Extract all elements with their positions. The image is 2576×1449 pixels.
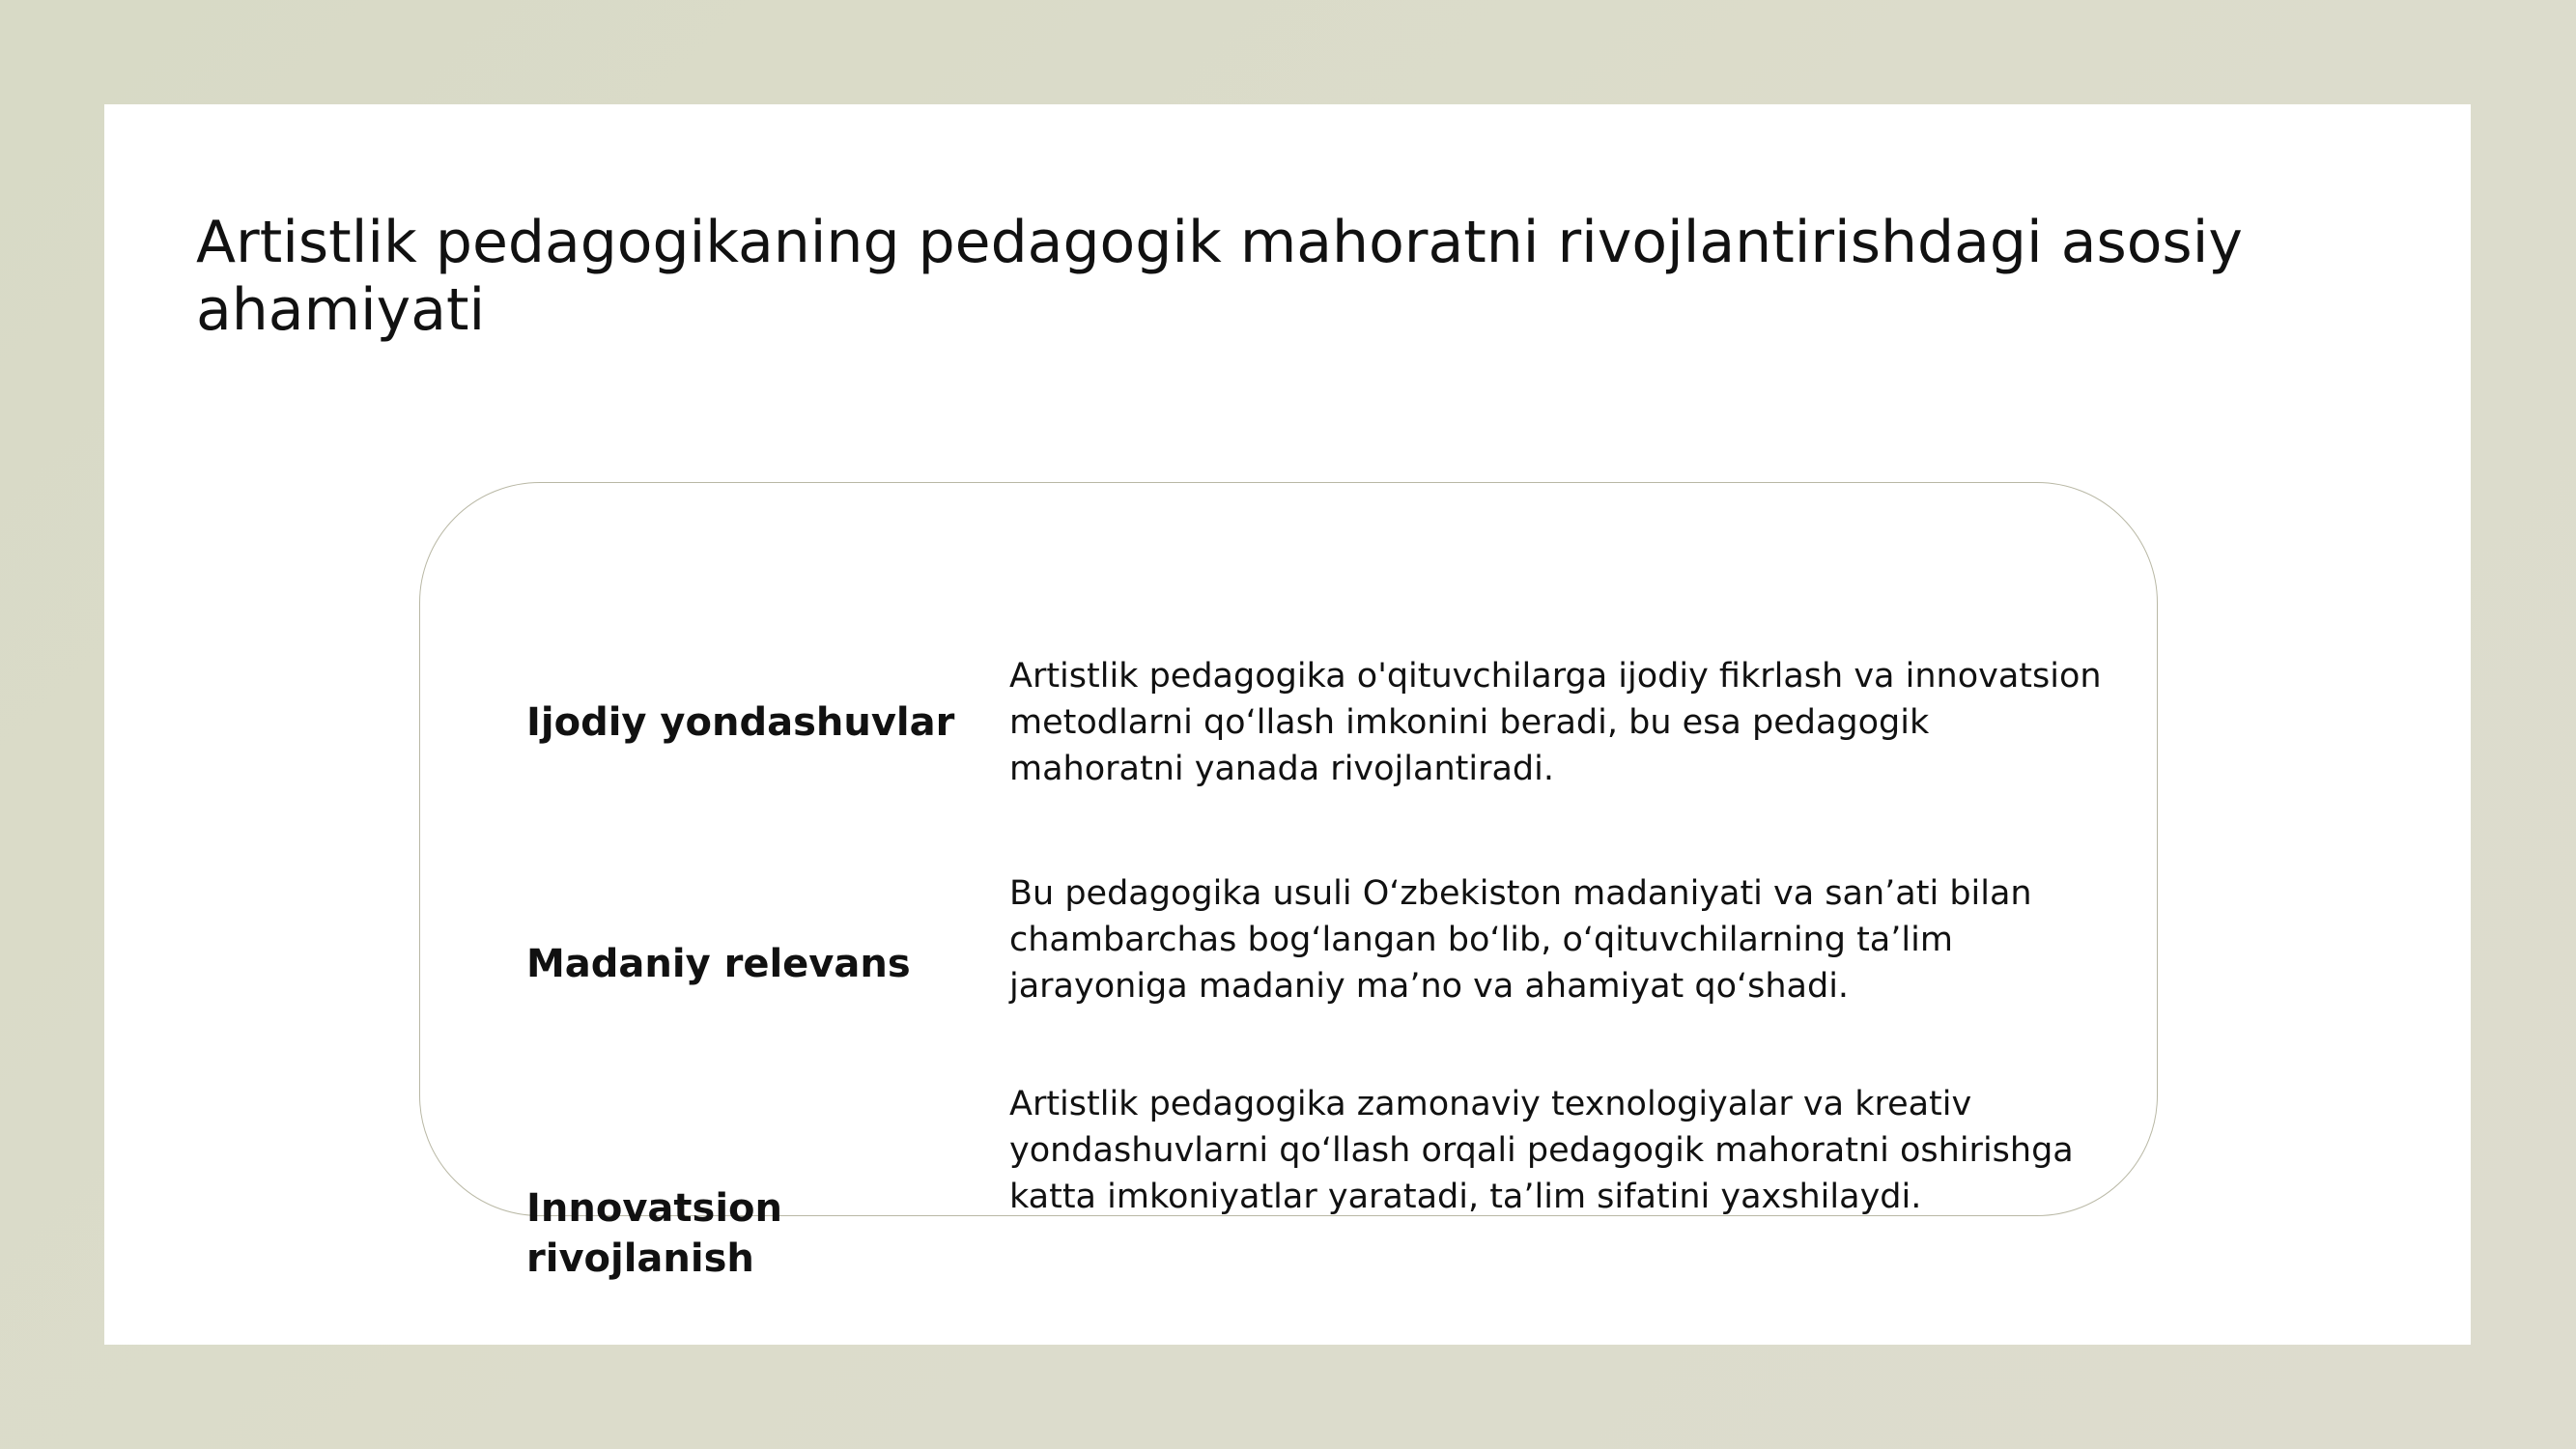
item-label-madaniy: Madaniy relevans xyxy=(526,942,911,986)
item-label-innovatsion: Innovatsion rivojlanish xyxy=(526,1186,782,1281)
content-card xyxy=(419,482,2158,1281)
item-text-innovatsion: Artistlik pedagogika zamonaviy texnologiyalar va kreativ yondashuvlarni qo‘llash orqali pedagogik mahoratni oshirishga katta imkoniyatlar yaratadi, ta’lim sifatini yaxshilaydi. xyxy=(1009,1085,2074,1216)
item-text-madaniy: Bu pedagogika usuli O‘zbekiston madaniyati va san’ati bilan chambarchas bog‘langan bo‘lib, o‘qituvchilarning ta’lim jarayoniga madaniy ma’no va ahamiyat qo‘shadi. xyxy=(1009,874,2032,1006)
item-label-ijodiy: Ijodiy yondashuvlar xyxy=(526,700,955,745)
item-text-ijodiy: Artistlik pedagogika o'qituvchilarga ijodiy fikrlash va innovatsion metodlarni qo‘llash imkonini beradi, bu esa pedagogik mahoratni yanada rivojlantiradi. xyxy=(1009,657,2102,788)
slide-canvas xyxy=(104,104,2471,1345)
slide-title: Artistlik pedagogikaning pedagogik mahoratni rivojlantirishdagi asosiy ahamiyati xyxy=(196,209,2243,344)
